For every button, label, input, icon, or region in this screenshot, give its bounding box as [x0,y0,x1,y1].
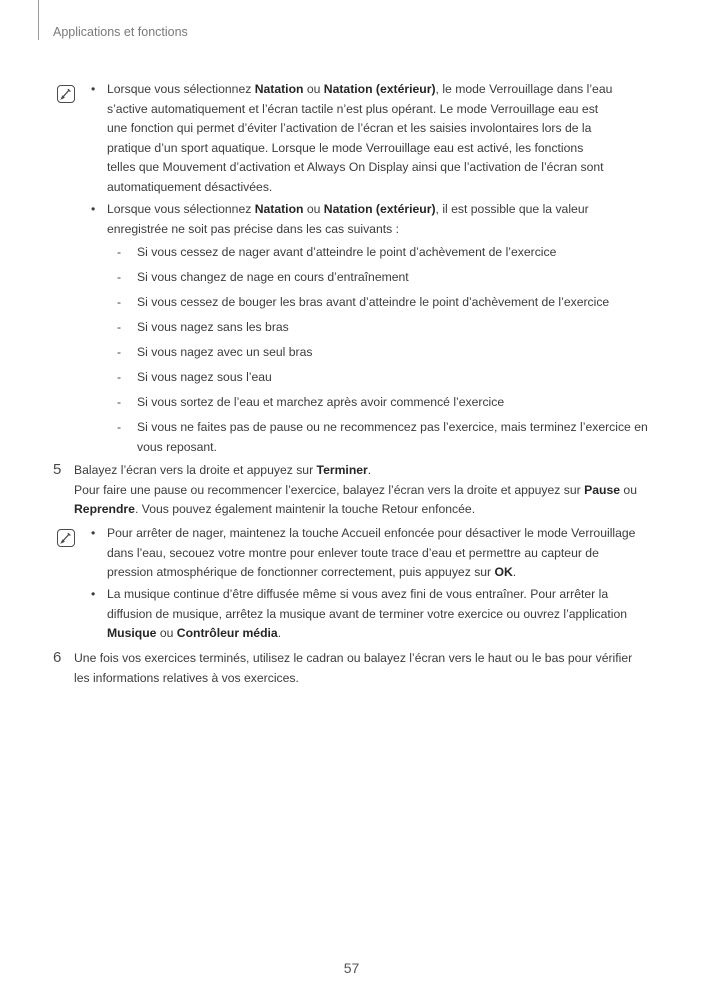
dash: - [117,245,122,259]
case-item-continued: vous reposant. [137,439,217,454]
case-item: Si vous cessez de nager avant d’atteindre le point d’achèvement de l’exercice [137,245,557,259]
note1-bullet1-line4: pratique d’un sport aquatique. Lorsque le mode Verrouillage eau est activé, les fonctions [107,140,584,155]
case-item: Si vous cessez de bouger les bras avant d’atteindre le point d’achèvement de l’exercice [137,295,610,309]
step5-line3: Reprendre. Vous pouvez également maintenir la touche Retour enfoncée. [74,502,476,516]
bullet: • [91,202,96,216]
note2-bullet2-line3: Musique ou Contrôleur média. [107,626,282,640]
bullet: • [91,587,96,601]
note1-bullet1-line2: s’active automatiquement et l’écran tactile n’est plus opérant. Le mode Verrouillage eau est [107,101,599,116]
note1-bullet1-line3: une fonction qui permet d’éviter l’activation de l’écran et les saisies involontaires lors de la [107,121,592,135]
dash: - [117,295,122,309]
bullet: • [91,82,96,96]
note1-bullet1-line6: automatiquement désactivées. [107,179,273,194]
case-item: Si vous changez de nage en cours d’entraînement [137,270,409,284]
case-item: Si vous sortez de l’eau et marchez après avoir commencé l’exercice [137,395,505,409]
note1-bullet1-line1: Lorsque vous sélectionnez Natation ou Natation (extérieur), le mode Verrouillage dans l’eau [107,82,613,96]
note-icon [57,529,75,547]
note1-bullet1-line5: telles que Mouvement d’activation et Always On Display ainsi que l’activation de l’écran sont [107,160,604,174]
note1-bullet2-line1: Lorsque vous sélectionnez Natation ou Natation (extérieur), il est possible que la valeur [107,202,589,216]
bullet: • [91,526,96,540]
note1-bullet2-line2: enregistrée ne soit pas précise dans les cas suivants : [107,221,399,236]
dash: - [117,345,122,359]
page-number: 57 [343,960,360,976]
step5-line2: Pour faire une pause ou recommencer l’exercice, balayez l’écran vers la droite et appuyez sur Pause ou [74,482,637,497]
dash: - [117,420,122,434]
case-item: Si vous nagez sans les bras [137,320,289,334]
step6-line1: Une fois vos exercices terminés, utilisez le cadran ou balayez l’écran vers le haut ou le bas pour vérifier [74,651,633,665]
step5-line1: Balayez l’écran vers la droite et appuyez sur Terminer. [74,463,372,477]
dash: - [117,320,122,334]
dash: - [117,395,122,409]
note2-bullet1-line1: Pour arrêter de nager, maintenez la touche Accueil enfoncée pour désactiver le mode Verrouillage [107,526,636,540]
case-item: Si vous nagez sous l’eau [137,370,272,384]
case-item: Si vous nagez avec un seul bras [137,345,313,359]
note-icon [57,85,75,103]
step6-line2: les informations relatives à vos exercices. [74,670,299,685]
note2-bullet1-line2: dans l’eau, secouez votre montre pour enlever toute trace d’eau et permettre au capteur de [107,545,599,560]
dash: - [117,270,122,284]
dash: - [117,370,122,384]
step-number: 5 [53,461,62,478]
note2-bullet1-line3: pression atmosphérique de fonctionner correctement, puis appuyez sur OK. [107,565,517,579]
note2-bullet2-line2: diffusion de musique, arrêtez la musique avant de terminer votre exercice ou ouvrez l’application [107,606,628,621]
step-number: 6 [53,649,62,666]
note2-bullet2-line1: La musique continue d’être diffusée même si vous avez fini de vous entraîner. Pour arrêter la [107,587,609,601]
case-item: Si vous ne faites pas de pause ou ne recommencez pas l’exercice, mais terminez l’exercice en [137,420,648,434]
section-header: Applications et fonctions [53,25,188,39]
header-rule [38,0,39,40]
